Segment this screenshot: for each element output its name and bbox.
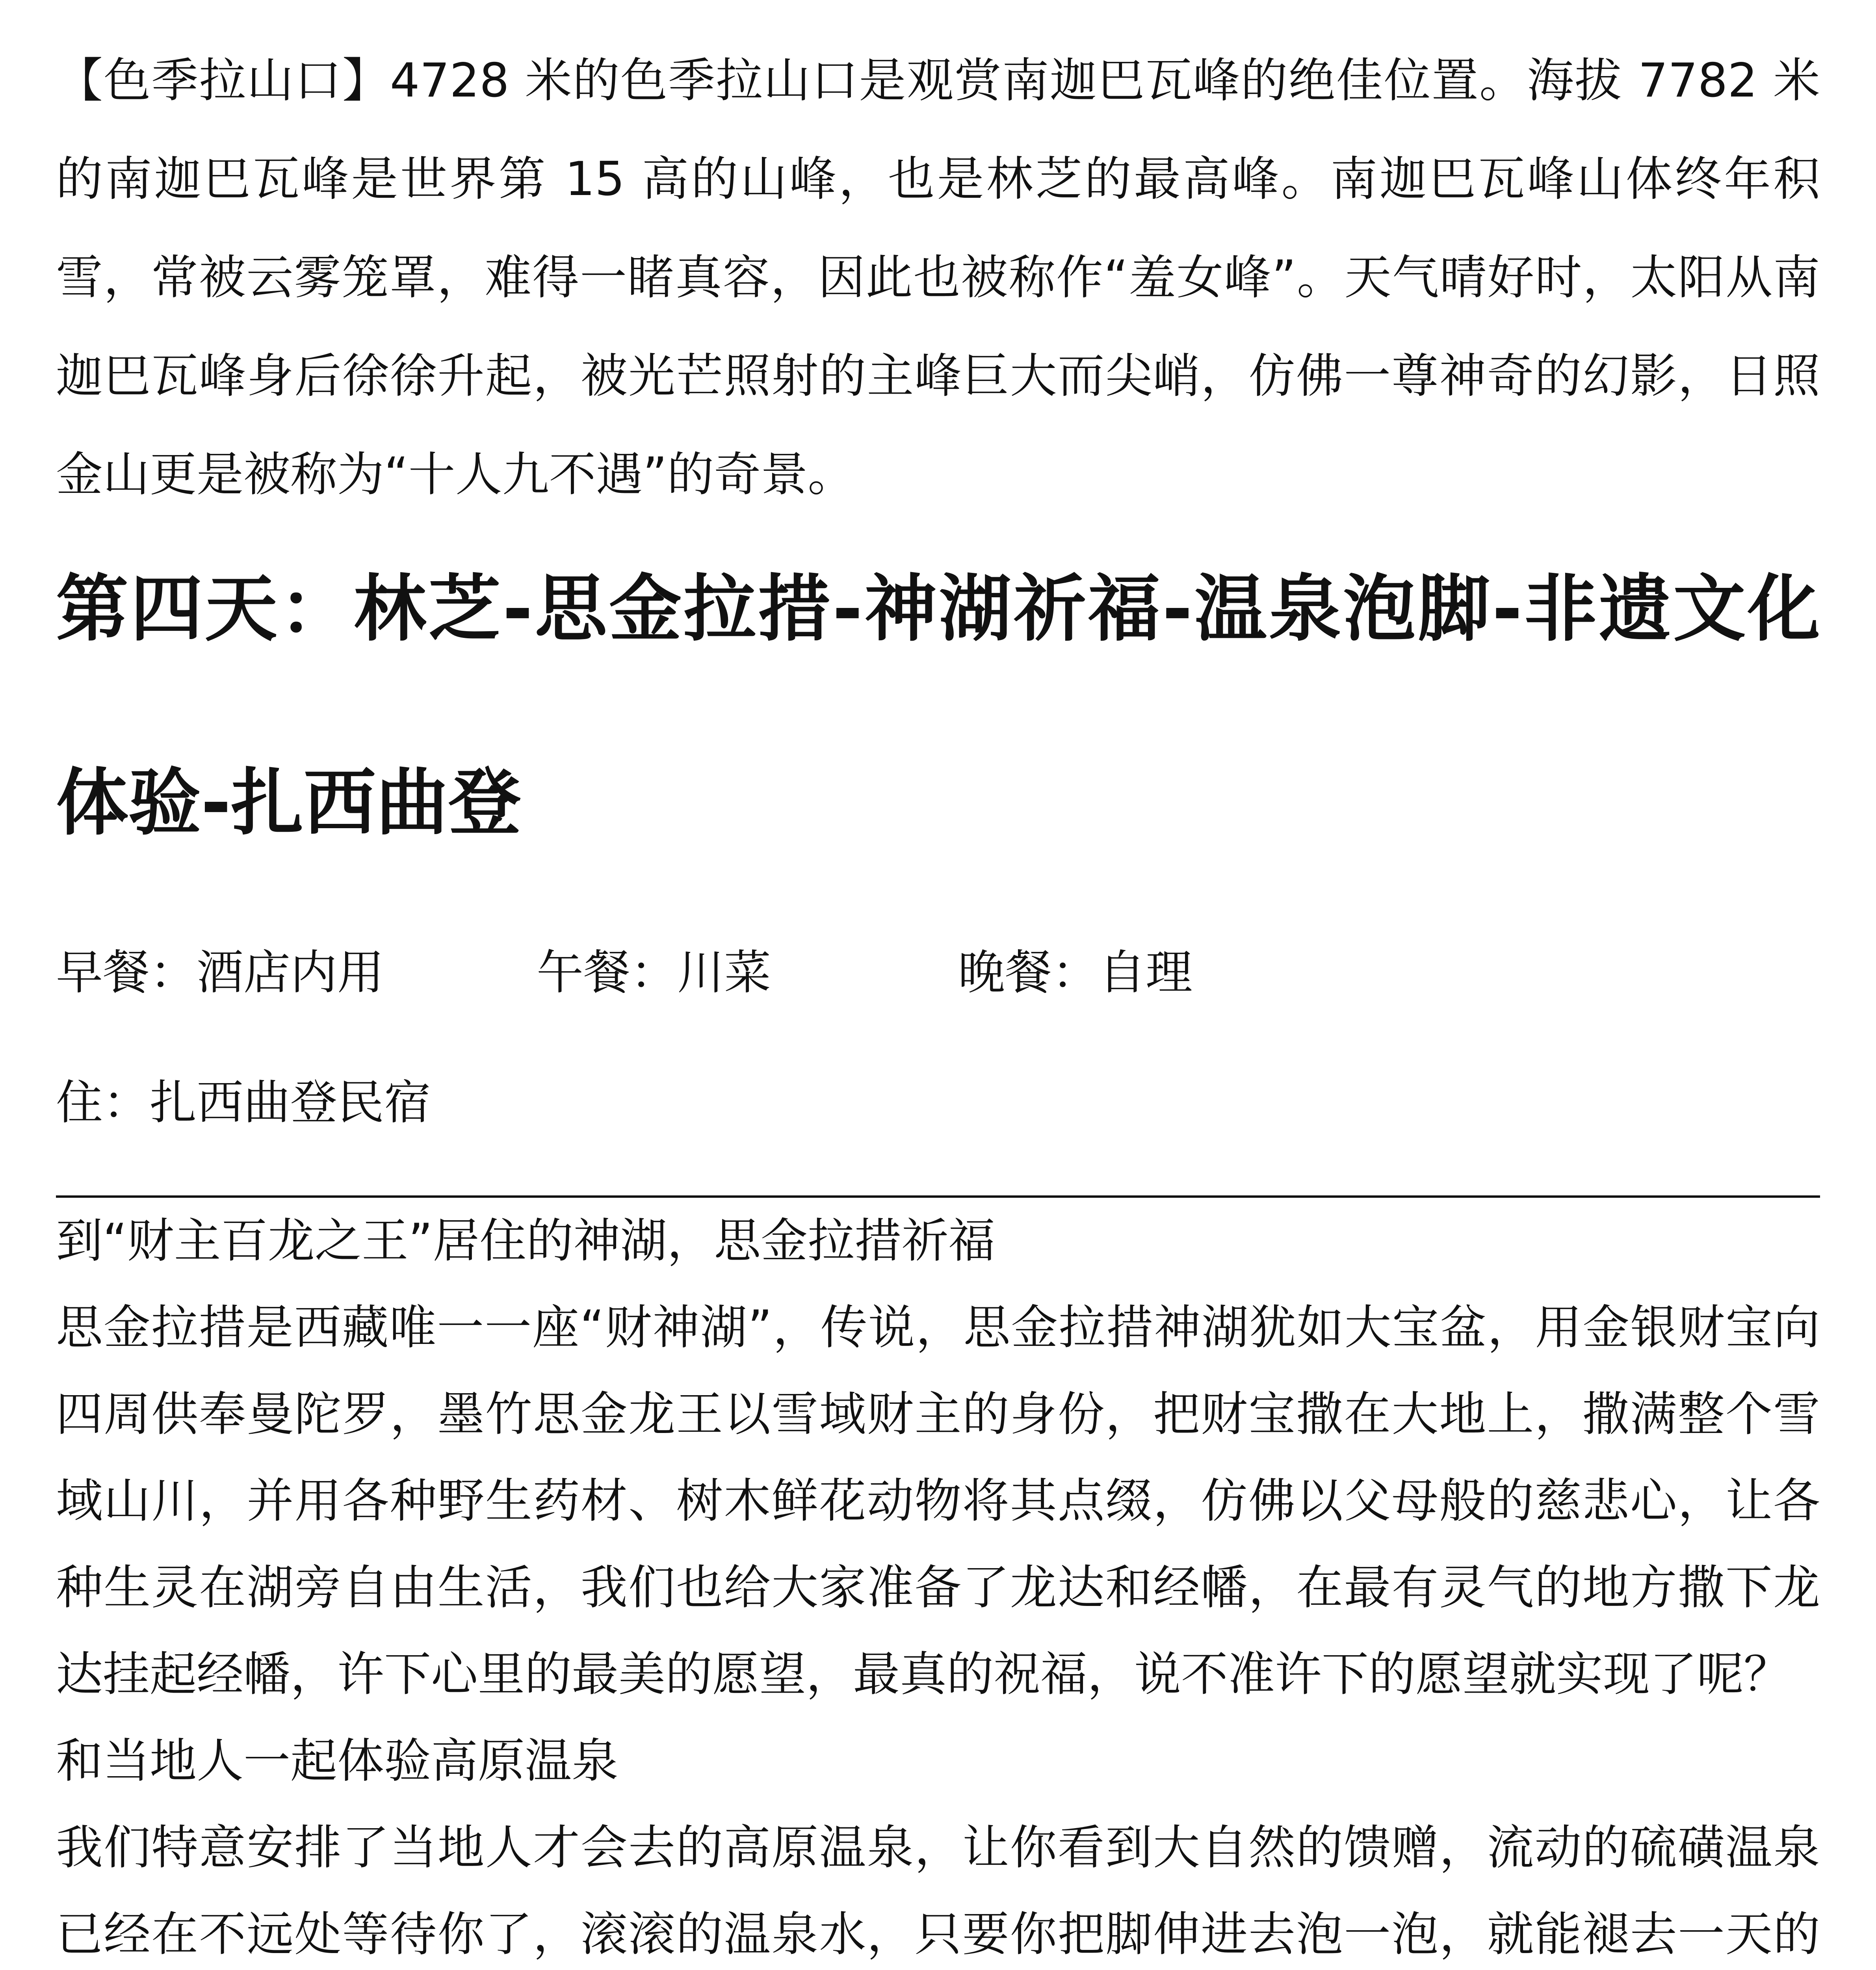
accommodation-text: 住：扎西曲登民宿 bbox=[56, 1076, 431, 1130]
document-page bbox=[56, 32, 1820, 1970]
section-heading-lake: 到“财主百龙之王”居住的神湖，思金拉措祈福 bbox=[56, 1214, 996, 1268]
dinner-text: 晚餐：自理 bbox=[958, 946, 1192, 1000]
day-title: 第四天：林芝-思金拉措-神湖祈福-温泉泡脚-非遗文化体验-扎西曲登 bbox=[56, 567, 1820, 845]
lunch-text: 午餐：川菜 bbox=[537, 946, 771, 1000]
intro-paragraph: 【色季拉山口】4728 米的色季拉山口是观赏南迦巴瓦峰的绝佳位置。海拔 7782 米的南迦巴瓦峰是世界第 15 高的山峰，也是林芝的最高峰。南迦巴瓦峰山体终年积雪，常被云雾笼罩，难得一睹真容，因此也被称作“羞女峰”。天气晴好时，太阳从南迦巴瓦峰身后徐徐升起，被光芒照射的主峰巨大而尖峭，仿佛一尊神奇的幻影，日照金山更是被称为“十人九不遇”的奇景。 bbox=[56, 54, 1820, 502]
section-heading-hotspring: 和当地人一起体验高原温泉 bbox=[56, 1734, 619, 1788]
hotspring-paragraph: 我们特意安排了当地人才会去的高原温泉，让你看到大自然的馈赠，流动的硫磺温泉已经在不远处等待你了，滚滚的温泉水，只要你把脚伸进去泡一泡，就能褪去一天的 bbox=[56, 1821, 1820, 1962]
breakfast-text: 早餐：酒店内用 bbox=[56, 946, 384, 1000]
itinerary-body bbox=[56, 1198, 1820, 1970]
lake-paragraph: 思金拉措是西藏唯一一座“财神湖”，传说，思金拉措神湖犹如大宝盆，用金银财宝向四周供奉曼陀罗，墨竹思金龙王以雪域财主的身份，把财宝撒在大地上，撒满整个雪域山川，并用各种野生药材、树木鲜花动物将其点缀，仿佛以父母般的慈悲心，让各种生灵在湖旁自由生活，我们也给大家准备了龙达和经幡，在最有灵气的地方撒下龙达挂起经幡，许下心里的最美的愿望，最真的祝福，说不准许下的愿望就实现了呢？ bbox=[56, 1301, 1820, 1702]
meal-info bbox=[56, 908, 1820, 1038]
